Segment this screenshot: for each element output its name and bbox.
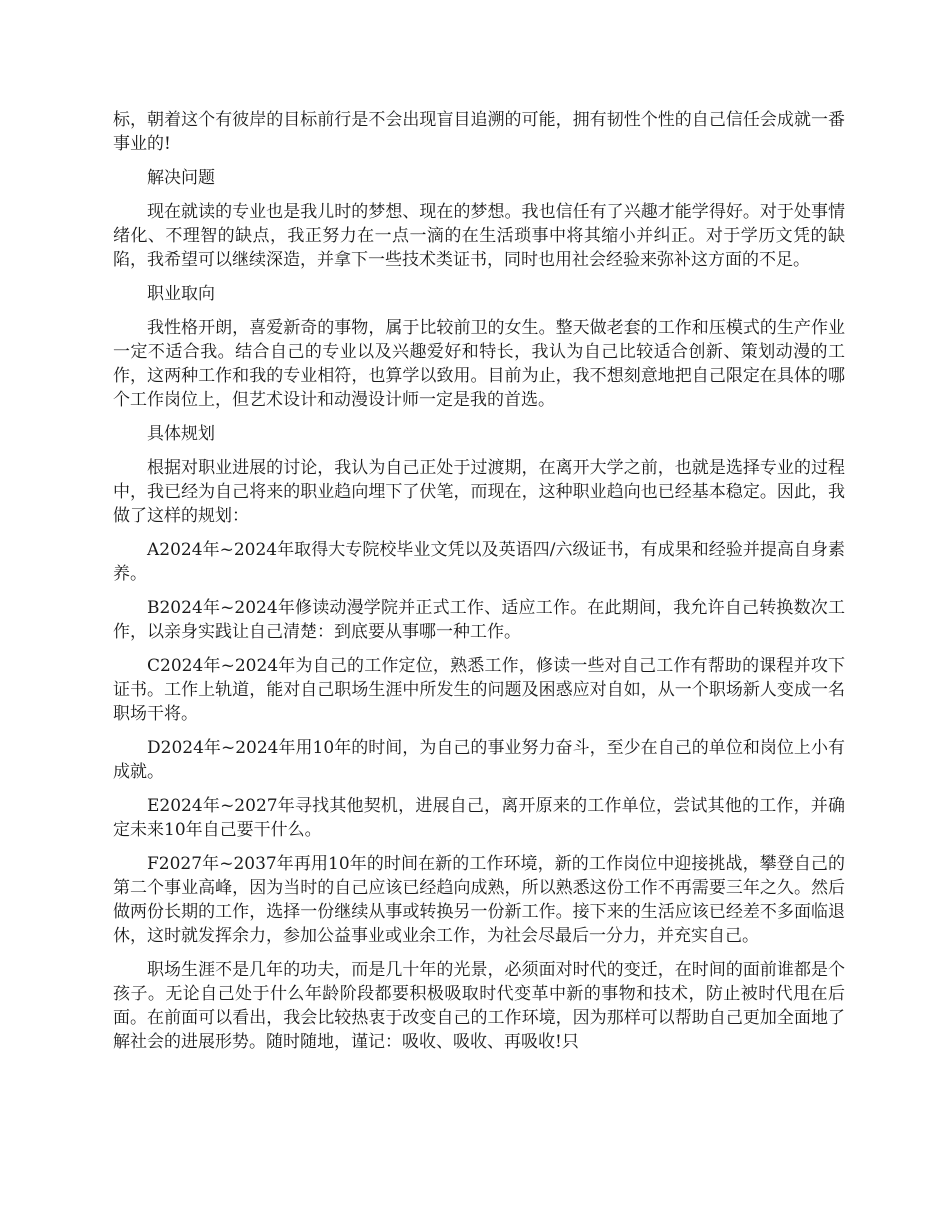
paragraph-continuation: 标，朝着这个有彼岸的目标前行是不会出现盲目追溯的可能，拥有韧性个性的自己信任会成就一番事业的!: [113, 110, 845, 154]
paragraph-plan-f: F2027年~2037年再用10年的时间在新的工作环境，新的工作岗位中迎接挑战，攀登自己的第二个事业高峰，因为当时的自己应该已经趋向成熟，所以熟悉这份工作不再需要三年之久。然后做两份长期的工作，选择一份继续从事或转换另一份新工作。接下来的生活应该已经差不多面临退休，这时就发挥余力，参加公益事业或业余工作，为社会尽最后一分力，并充实自己。: [113, 854, 845, 946]
paragraph-plan-intro: 根据对职业进展的讨论，我认为自己正处于过渡期，在离开大学之前，也就是选择专业的过程中，我已经为自己将来的职业趋向埋下了伏笔，而现在，这种职业趋向也已经基本稳定。因此，我做了这样的规划：: [113, 458, 845, 526]
paragraph-career-conclusion: 职场生涯不是几年的功夫，而是几十年的光景，必须面对时代的变迁，在时间的面前谁都是个孩子。无论自己处于什么年龄阶段都要积极吸取时代变革中新的事物和技术，防止被时代甩在后面。在前面可以看出，我会比较热衷于改变自己的工作环境，因为那样可以帮助自己更加全面地了解社会的进展形势。随时随地，谨记：吸收、吸收、再吸收!只: [113, 960, 845, 1052]
paragraph-plan-c: C2024年~2024年为自己的工作定位，熟悉工作，修读一些对自己工作有帮助的课程并攻下证书。工作上轨道，能对自己职场生涯中所发生的问题及困惑应对自如，从一个职场新人变成一名职场干将。: [113, 656, 845, 724]
paragraph-problem-solving: 现在就读的专业也是我儿时的梦想、现在的梦想。我也信任有了兴趣才能学得好。对于处事情绪化、不理智的缺点，我正努力在一点一滴的在生活琐事中将其缩小并纠正。对于学历文凭的缺陷，我希望可以继续深造，并拿下一些技术类证书，同时也用社会经验来弥补这方面的不足。: [113, 202, 845, 270]
section-heading-specific-plan: 具体规划: [147, 424, 215, 444]
section-heading-career-orientation: 职业取向: [147, 284, 215, 304]
paragraph-plan-e: E2024年~2027年寻找其他契机，进展自己，离开原来的工作单位，尝试其他的工作，并确定未来10年自己要干什么。: [113, 796, 845, 840]
paragraph-plan-b: B2024年~2024年修读动漫学院并正式工作、适应工作。在此期间，我允许自己转换数次工作，以亲身实践让自己清楚：到底要从事哪一种工作。: [113, 598, 845, 642]
section-heading-problem-solving: 解决问题: [147, 168, 215, 188]
paragraph-plan-a: A2024年~2024年取得大专院校毕业文凭以及英语四/六级证书，有成果和经验并提高自身素养。: [113, 540, 845, 584]
paragraph-plan-d: D2024年~2024年用10年的时间，为自己的事业努力奋斗，至少在自己的单位和岗位上小有成就。: [113, 738, 845, 782]
document-page: [113, 108, 845, 1064]
paragraph-career-orientation: 我性格开朗，喜爱新奇的事物，属于比较前卫的女生。整天做老套的工作和压模式的生产作业一定不适合我。结合自己的专业以及兴趣爱好和特长，我认为自己比较适合创新、策划动漫的工作，这两种工作和我的专业相符，也算学以致用。目前为止，我不想刻意地把自己限定在具体的哪个工作岗位上，但艺术设计和动漫设计师一定是我的首选。: [113, 318, 845, 410]
